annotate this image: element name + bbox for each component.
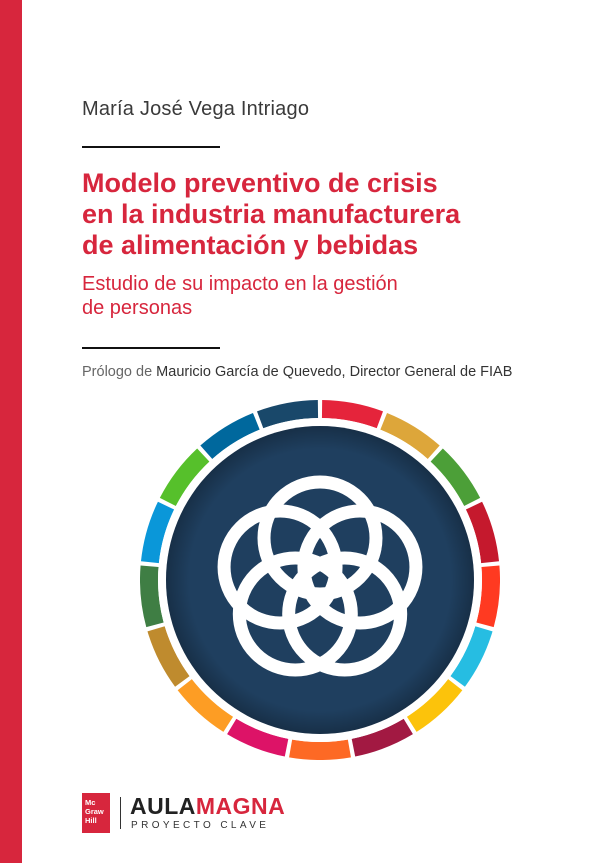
title-line-2: en la industria manufacturera: [82, 199, 461, 229]
divider-top: [82, 146, 220, 148]
book-title: [82, 168, 582, 261]
title-line-1: Modelo preventivo de crisis: [82, 168, 438, 198]
subtitle-line-1: Estudio de su impacto en la gestión: [82, 273, 398, 295]
red-spine-band: [0, 0, 22, 863]
ring-segment: [289, 740, 351, 760]
sdg-wheel-emblem: [140, 400, 500, 760]
author-name: María José Vega Intriago: [82, 98, 310, 120]
title-line-3: de alimentación y bebidas: [82, 230, 419, 260]
prologue-prefix: Prólogo de: [82, 364, 153, 380]
aulamagna-wordmark: AULAMAGNA: [130, 793, 286, 819]
divider-middle: [82, 347, 220, 349]
series-name: PROYECTO CLAVE: [131, 820, 270, 831]
center-shade: [166, 426, 474, 734]
prologue-credit: [82, 364, 512, 380]
prologue-author: Mauricio García de Quevedo, Director General de FIAB: [156, 364, 513, 380]
subtitle-line-2: de personas: [82, 297, 193, 319]
book-subtitle: [82, 272, 562, 320]
mcgraw-hill-logo: Mc Graw Hill: [82, 793, 110, 833]
logo-separator: [120, 797, 121, 829]
